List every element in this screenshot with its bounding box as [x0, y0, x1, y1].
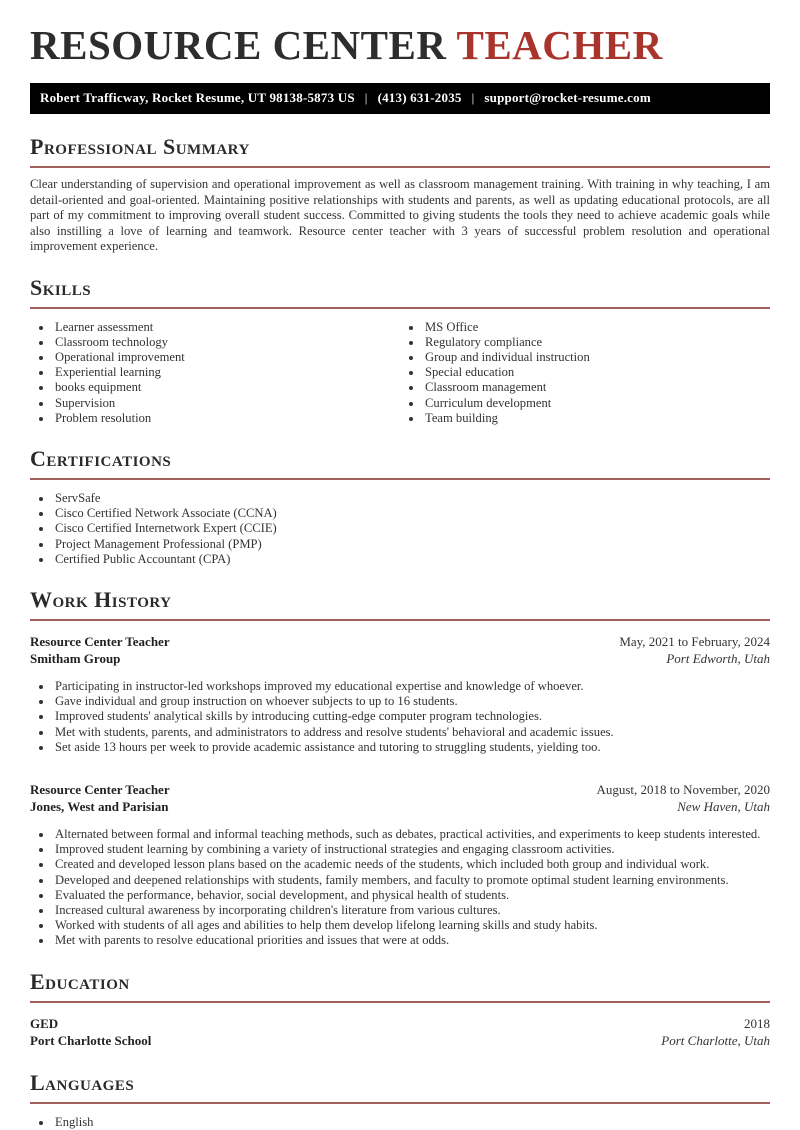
work-history-heading: Work History	[30, 588, 770, 621]
job-entry	[30, 633, 770, 755]
education-location: Port Charlotte, Utah	[661, 1033, 770, 1049]
job-bullet: • Evaluated the performance, behavior, social development, and physical health of students.	[53, 888, 770, 903]
job-bullet: • Participating in instructor-led workshops improved my educational expertise and knowledge of whoever.	[53, 679, 770, 694]
skill-item: • Supervision	[53, 396, 400, 411]
education-school: Port Charlotte School	[30, 1033, 152, 1049]
contact-separator: |	[471, 90, 475, 105]
job-bullet: • Met with parents to resolve educational priorities and issues that were at odds.	[53, 933, 770, 948]
certification-item: • Project Management Professional (PMP)	[53, 537, 770, 552]
certifications-heading: Certifications	[30, 447, 770, 480]
job-bullet: • Improved student learning by combining a variety of instructional strategies and engaging classroom activities.	[53, 842, 770, 857]
contact-email: support@rocket-resume.com	[484, 90, 651, 105]
skills-column-left	[30, 320, 400, 426]
job-bullet: • Gave individual and group instruction on whoever subjects to up to 16 students.	[53, 694, 770, 709]
job-bullet: • Created and developed lesson plans based on the academic needs of the students, which included both group and individual work.	[53, 857, 770, 872]
language-item: • English	[53, 1115, 770, 1130]
job-location: New Haven, Utah	[677, 799, 770, 815]
languages-heading: Languages	[30, 1071, 770, 1104]
page-title	[30, 22, 770, 68]
skill-item: • Team building	[423, 411, 770, 426]
job-entry	[30, 781, 770, 949]
job-title: Resource Center Teacher	[30, 781, 170, 797]
skills-heading: Skills	[30, 276, 770, 309]
skill-item: • Learner assessment	[53, 320, 400, 335]
job-header	[30, 633, 770, 668]
job-company: Smitham Group	[30, 651, 121, 667]
languages-list	[30, 1115, 770, 1130]
education-year: 2018	[744, 1015, 770, 1031]
section-professional-summary	[30, 135, 770, 255]
job-location: Port Edworth, Utah	[666, 651, 770, 667]
contact-bar	[30, 83, 770, 114]
job-company: Jones, West and Parisian	[30, 799, 169, 815]
education-heading: Education	[30, 970, 770, 1003]
section-work-history	[30, 588, 770, 949]
certification-item: • Cisco Certified Network Associate (CCNA)	[53, 506, 770, 521]
job-header	[30, 781, 770, 816]
education-entry	[30, 1015, 770, 1050]
certification-item: • Cisco Certified Internetwork Expert (CCIE)	[53, 521, 770, 536]
job-bullet: • Worked with students of all ages and abilities to help them develop lifelong learning skills and study habits.	[53, 918, 770, 933]
job-bullet: • Developed and deepened relationships with students, family members, and faculty to promote optimal student learning environments.	[53, 873, 770, 888]
job-bullet-list	[30, 827, 770, 949]
certification-item: • Certified Public Accountant (CPA)	[53, 552, 770, 567]
education-degree: GED	[30, 1015, 59, 1031]
skill-item: • Operational improvement	[53, 350, 400, 365]
page-title-accent: TEACHER	[456, 22, 663, 68]
professional-summary-text: Clear understanding of supervision and operational improvement as well as classroom management training. With training in why teaching, I am detail-oriented and goal-oriented. Maintaining positive relationships with students and parents, as well as updating educational protocols, are all part of my commitment to improving overall student success. Committed to giving students the tools they need to achieve academic goals while also instilling a love of learning and teamwork. Resource center teacher with 3 years of successful problem resolution and operational improvement experience.	[30, 177, 770, 253]
certifications-list	[30, 491, 770, 567]
section-languages	[30, 1071, 770, 1130]
section-certifications	[30, 447, 770, 567]
skills-column-right	[400, 320, 770, 426]
contact-separator: |	[364, 90, 368, 105]
skill-item: • Classroom technology	[53, 335, 400, 350]
job-title: Resource Center Teacher	[30, 633, 170, 649]
skill-item: • books equipment	[53, 380, 400, 395]
job-bullet-list	[30, 679, 770, 755]
section-education	[30, 970, 770, 1050]
skill-item: • MS Office	[423, 320, 770, 335]
contact-name-address: Robert Trafficway, Rocket Resume, UT 98138-5873 US	[40, 90, 355, 105]
page-title-primary: RESOURCE CENTER	[30, 22, 447, 68]
skill-item: • Regulatory compliance	[423, 335, 770, 350]
resume-page	[0, 22, 800, 1130]
job-bullet: • Increased cultural awareness by incorporating children's literature from various cultures.	[53, 903, 770, 918]
job-bullet: • Set aside 13 hours per week to provide academic assistance and tutoring to struggling students, yielding too.	[53, 740, 770, 755]
skills-columns	[30, 309, 770, 426]
certification-item: • ServSafe	[53, 491, 770, 506]
job-dates: May, 2021 to February, 2024	[619, 633, 770, 649]
job-bullet: • Met with students, parents, and administrators to address and resolve students' behavioral and academic issues.	[53, 725, 770, 740]
job-bullet: • Improved students' analytical skills by introducing cutting-edge computer program technologies.	[53, 709, 770, 724]
skill-item: • Curriculum development	[423, 396, 770, 411]
contact-phone: (413) 631-2035	[377, 90, 462, 105]
professional-summary-heading: Professional Summary	[30, 135, 770, 168]
job-bullet: • Alternated between formal and informal teaching methods, such as debates, practical activities, and experiments to keep students interested.	[53, 827, 770, 842]
skill-item: • Group and individual instruction	[423, 350, 770, 365]
section-skills	[30, 276, 770, 426]
skill-item: • Classroom management	[423, 380, 770, 395]
job-dates: August, 2018 to November, 2020	[596, 781, 770, 797]
skill-item: • Experiential learning	[53, 365, 400, 380]
skill-item: • Special education	[423, 365, 770, 380]
skill-item: • Problem resolution	[53, 411, 400, 426]
